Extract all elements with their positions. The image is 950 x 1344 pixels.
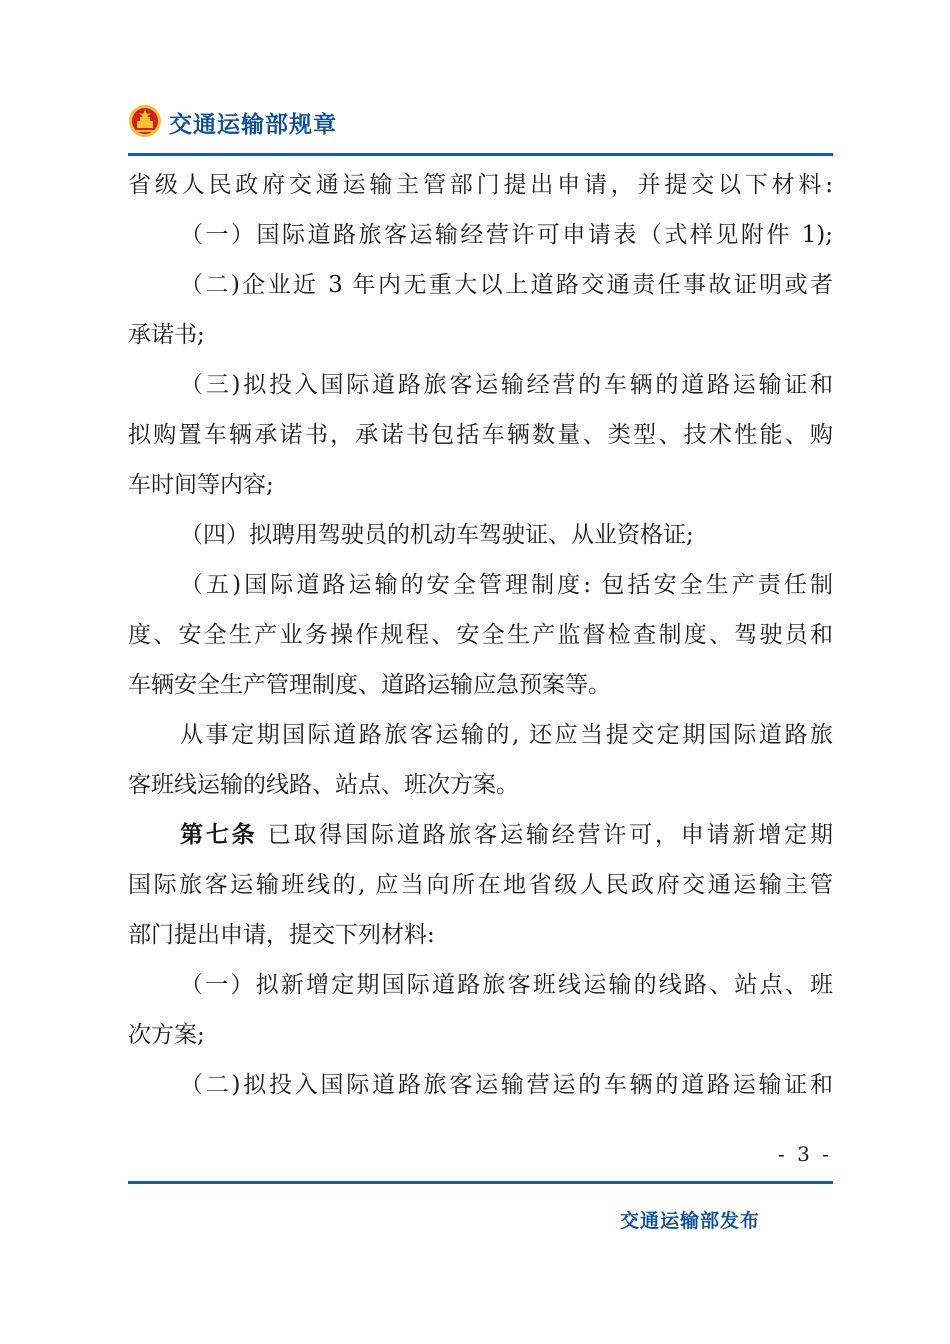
body-line: 承诺书; <box>128 322 205 348</box>
header-title: 交通运输部规章 <box>169 112 337 138</box>
body-line: （三)拟投入国际道路旅客运输经营的车辆的道路运输证和 <box>180 372 833 398</box>
document-body <box>128 160 833 1110</box>
body-line: 度、安全生产业务操作规程、安全生产监督检查制度、驾驶员和 <box>128 622 833 648</box>
body-line: 省级人民政府交通运输主管部门提出申请，并提交以下材料: <box>128 172 833 198</box>
body-line: 拟购置车辆承诺书，承诺书包括车辆数量、类型、技术性能、购 <box>128 422 833 448</box>
body-line: 国际旅客运输班线的, 应当向所在地省级人民政府交通运输主管 <box>128 872 833 898</box>
body-line: （二)拟投入国际道路旅客运输营运的车辆的道路运输证和 <box>180 1072 833 1098</box>
body-line: （一）拟新增定期国际道路旅客班线运输的线路、站点、班 <box>180 972 833 998</box>
header-divider <box>128 153 833 156</box>
body-line: 从事定期国际道路旅客运输的, 还应当提交定期国际道路旅 <box>180 722 833 748</box>
body-line: 车时间等内容; <box>128 472 274 498</box>
body-line: 部门提出申请，提交下列材料: <box>128 922 435 948</box>
body-line: （四）拟聘用驾驶员的机动车驾驶证、从业资格证; <box>180 522 694 548</box>
body-line: （一）国际道路旅客运输经营许可申请表（式样见附件 1); <box>180 222 833 248</box>
article-line <box>128 810 833 860</box>
body-line: （二)企业近 3 年内无重大以上道路交通责任事故证明或者 <box>180 272 833 298</box>
article-label: 第七条 <box>180 822 258 848</box>
body-line: （五)国际道路运输的安全管理制度: 包括安全生产责任制 <box>180 572 833 598</box>
body-line: 车辆安全生产管理制度、道路运输应急预案等。 <box>128 672 611 698</box>
footer-publisher: 交通运输部发布 <box>620 1210 761 1232</box>
body-line: 客班线运输的线路、站点、班次方案。 <box>128 772 519 798</box>
footer-divider <box>128 1181 833 1184</box>
article-text: 已取得国际道路旅客运输经营许可，申请新增定期 <box>267 822 834 848</box>
body-line: 次方案; <box>128 1022 205 1048</box>
page-number: - 3 - <box>778 1142 832 1166</box>
national-emblem-icon <box>128 104 162 138</box>
page-header <box>128 100 833 156</box>
